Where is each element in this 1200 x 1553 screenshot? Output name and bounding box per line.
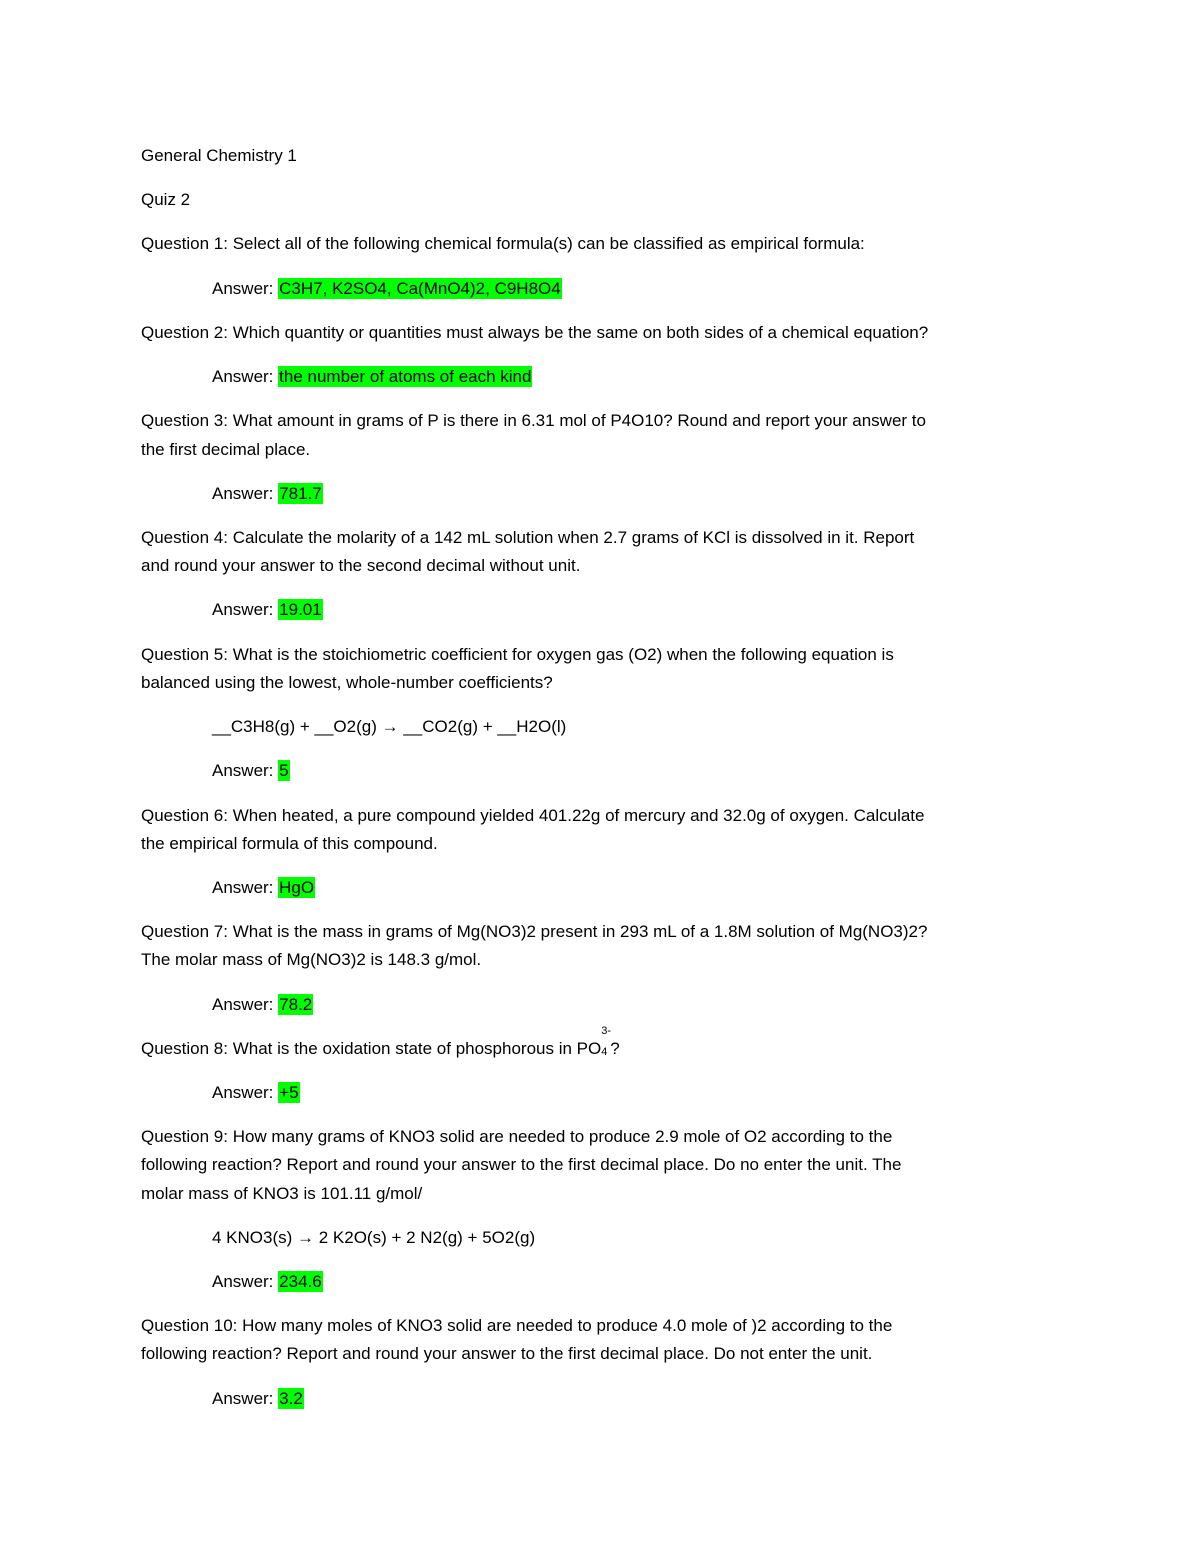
question-3-cont: the first decimal place. [141, 440, 311, 459]
answer-label: Answer: [212, 600, 274, 619]
question-2 [141, 319, 1071, 347]
answer-5 [212, 757, 1142, 785]
charge-superscript: 3- [601, 1025, 612, 1037]
question-label: Question 7: [141, 922, 228, 941]
question-label: Question 5: [141, 645, 228, 664]
question-1 [141, 230, 1071, 258]
question-text-end: ? [610, 1039, 620, 1058]
question-text: What is the mass in grams of Mg(NO3)2 present in 293 mL of a 1.8M solution of Mg(NO3)2? [232, 922, 928, 941]
question-label: Question 10: [141, 1316, 238, 1335]
answer-1 [212, 275, 1142, 303]
question-text: Select all of the following chemical formula(s) can be classified as empirical formula: [232, 234, 865, 253]
question-text: Which quantity or quantities must always be the same on both sides of a chemical equation? [232, 323, 929, 342]
question-10 [141, 1312, 1071, 1340]
answer-label: Answer: [212, 761, 274, 780]
answer-value: 78.2 [279, 995, 313, 1014]
question-9-cont-2: molar mass of KNO3 is 101.11 g/mol/ [141, 1184, 423, 1203]
question-3 [141, 407, 1071, 435]
question-text: When heated, a pure compound yielded 401.22g of mercury and 32.0g of oxygen. Calculate [232, 806, 925, 825]
question-label: Question 6: [141, 806, 228, 825]
question-label: Question 1: [141, 234, 228, 253]
answer-value: 19.01 [279, 600, 322, 619]
answer-label: Answer: [212, 1083, 274, 1102]
question-9 [141, 1123, 1071, 1151]
answer-label: Answer: [212, 995, 274, 1014]
answer-value: 234.6 [279, 1272, 322, 1291]
question-label: Question 9: [141, 1127, 228, 1146]
question-label: Question 3: [141, 411, 228, 430]
question-6-cont: the empirical formula of this compound. [141, 834, 438, 853]
question-7 [141, 918, 1071, 946]
answer-label: Answer: [212, 367, 274, 386]
question-9-cont: following reaction? Report and round your answer to the first decimal place. Do no enter the unit. The [141, 1155, 902, 1174]
question-text: What amount in grams of P is there in 6.31 mol of P4O10? Round and report your answer to [232, 411, 926, 430]
answer-6 [212, 874, 1142, 902]
answer-label: Answer: [212, 484, 274, 503]
answer-8 [212, 1079, 1142, 1107]
document-subtitle: Quiz 2 [141, 190, 191, 209]
question-text: How many grams of KNO3 solid are needed to produce 2.9 mole of O2 according to the [232, 1127, 893, 1146]
question-10-cont: following reaction? Report and round your answer to the first decimal place. Do not enter the unit. [141, 1344, 873, 1363]
equation-5: __C3H8(g) + __O2(g) → __CO2(g) + __H2O(l) [212, 717, 567, 736]
answer-value: C3H7, K2SO4, Ca(MnO4)2, C9H8O4 [279, 279, 561, 298]
question-label: Question 4: [141, 528, 228, 547]
formula-subscript: 4 [601, 1046, 608, 1058]
answer-value: 781.7 [279, 484, 322, 503]
question-7-cont: The molar mass of Mg(NO3)2 is 148.3 g/mol. [141, 950, 482, 969]
answer-7 [212, 991, 1142, 1019]
answer-value: the number of atoms of each kind [279, 367, 532, 386]
question-text: Calculate the molarity of a 142 mL solution when 2.7 grams of KCl is dissolved in it. Report [232, 528, 915, 547]
answer-2 [212, 363, 1142, 391]
question-8 [141, 1025, 1071, 1063]
answer-value: +5 [279, 1083, 299, 1102]
question-label: Question 2: [141, 323, 228, 342]
question-text: What is the oxidation state of phosphorous in PO [232, 1039, 602, 1058]
answer-label: Answer: [212, 1389, 274, 1408]
question-5-cont: balanced using the lowest, whole-number coefficients? [141, 673, 553, 692]
answer-label: Answer: [212, 279, 274, 298]
answer-value: HgO [279, 878, 315, 897]
answer-9 [212, 1268, 1142, 1296]
question-label: Question 8: [141, 1039, 228, 1058]
question-6 [141, 802, 1071, 830]
answer-value: 5 [279, 761, 289, 780]
answer-value: 3.2 [279, 1389, 303, 1408]
document-title: General Chemistry 1 [141, 146, 297, 165]
answer-4 [212, 596, 1142, 624]
question-text: How many moles of KNO3 solid are needed to produce 4.0 mole of )2 according to the [242, 1316, 893, 1335]
answer-label: Answer: [212, 878, 274, 897]
question-5 [141, 641, 1071, 669]
answer-10 [212, 1385, 1142, 1413]
question-text: What is the stoichiometric coefficient for oxygen gas (O2) when the following equation is [232, 645, 894, 664]
question-4 [141, 524, 1071, 552]
answer-label: Answer: [212, 1272, 274, 1291]
question-4-cont: and round your answer to the second decimal without unit. [141, 556, 581, 575]
answer-3 [212, 480, 1142, 508]
equation-9: 4 KNO3(s) → 2 K2O(s) + 2 N2(g) + 5O2(g) [212, 1228, 536, 1247]
